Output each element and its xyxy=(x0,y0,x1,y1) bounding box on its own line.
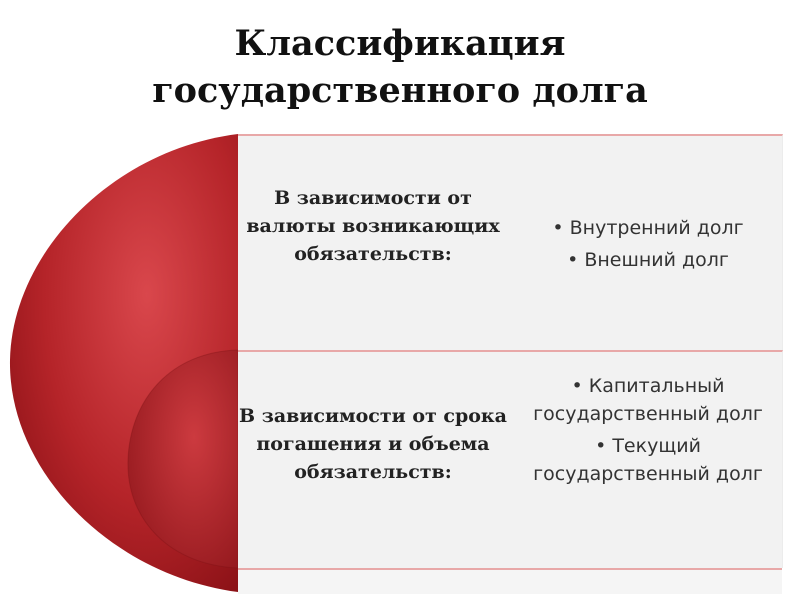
list-item: • Внутренний долг xyxy=(528,214,768,242)
item-list xyxy=(528,214,768,278)
item-list xyxy=(528,372,768,492)
title-line-1: Классификация xyxy=(234,23,566,64)
list-item: • Капитальный государственный долг xyxy=(528,372,768,428)
list-item: • Текущий государственный долг xyxy=(528,432,768,488)
category-label: В зависимости от валюты возникающих обязательств: xyxy=(246,187,500,265)
classification-row-term xyxy=(238,350,783,568)
list-item: • Внешний долг xyxy=(528,246,768,274)
classification-row-currency xyxy=(238,134,783,352)
title-line-2: государственного долга xyxy=(152,70,648,111)
bottom-strip xyxy=(238,568,782,594)
category-label: В зависимости от срока погашения и объема обязательств: xyxy=(239,405,507,483)
